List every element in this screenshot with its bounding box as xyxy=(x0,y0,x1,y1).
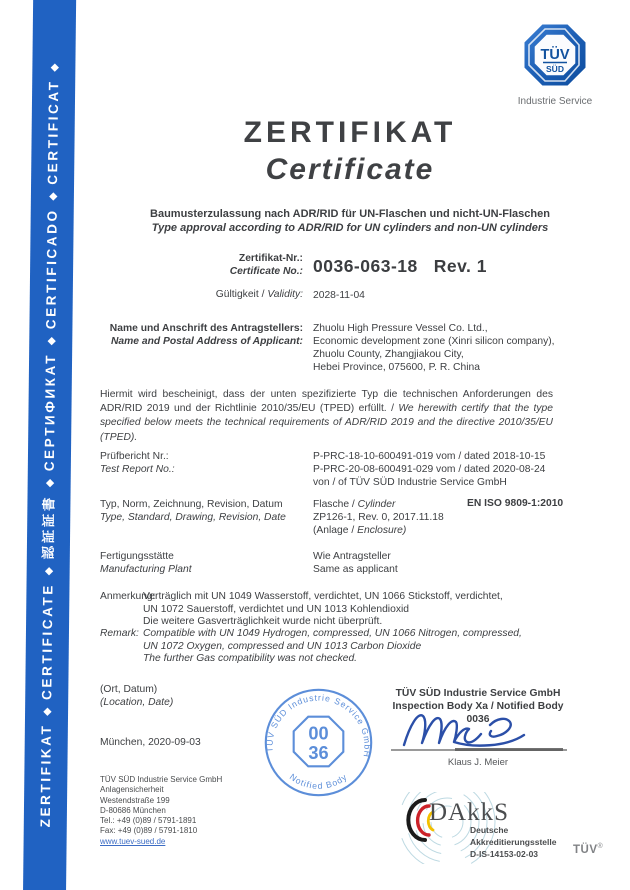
registered-mark-icon: ® xyxy=(597,843,604,850)
sidebar-label-fr: CERTIFICAT xyxy=(45,79,62,185)
sidebar-vertical-text xyxy=(23,0,76,887)
signature-icon xyxy=(398,707,548,754)
remark-line: UN 1072 Oxygen, compressed and UN 1013 Carbon Dioxide xyxy=(143,640,422,652)
remark-line: UN 1072 Sauerstoff, verdichtet und UN 1013 Kohlendioxid xyxy=(143,603,409,615)
certificate-number-value xyxy=(313,256,487,277)
diamond-separator-icon: ◆ xyxy=(49,63,61,72)
stamp-number-bottom: 36 xyxy=(308,742,329,763)
tuv-sud-logo-icon xyxy=(522,22,588,88)
sidebar-label-ru: СЕРТИФИКАТ xyxy=(41,352,59,472)
applicant-line: Hebei Province, 075600, P. R. China xyxy=(313,362,480,373)
plant-label-de: Fertigungsstätte xyxy=(100,551,174,562)
stamp-top-text: TÜV SÜD Industrie Service GmbH xyxy=(264,692,373,759)
diamond-separator-icon: ◆ xyxy=(43,567,55,576)
test-report-label xyxy=(100,450,305,476)
applicant-address xyxy=(313,322,558,374)
inspection-body-designation: Inspection Body Xa / Notified Body 0036 xyxy=(392,701,564,725)
logo-division-label: Industrie Service xyxy=(517,96,593,107)
signer-name: Klaus J. Meier xyxy=(447,757,509,768)
validity-label-en: Validity: xyxy=(267,289,303,300)
type-row-cylinder xyxy=(313,498,463,511)
sidebar-label-cjk: 認証証書 xyxy=(40,494,57,560)
svg-text:Notified Body xyxy=(288,772,349,791)
location-date-de: (Ort, Datum) xyxy=(100,684,158,695)
tuv-trademark xyxy=(573,843,603,856)
diamond-separator-icon: ◆ xyxy=(47,192,59,201)
issuer-website-link[interactable]: www.tuev-sued.de xyxy=(100,837,166,846)
logo-sud-text: SÜD xyxy=(546,64,564,74)
issuer-address-line: TÜV SÜD Industrie Service GmbH xyxy=(100,775,223,784)
standard-reference: EN ISO 9809-1:2010 xyxy=(467,498,564,509)
remark-line: Die weitere Gasverträglichkeit wurde nicht überprüft. xyxy=(143,616,383,627)
location-date-label xyxy=(100,684,173,709)
applicant-label-en: Name and Postal Address of Applicant: xyxy=(110,336,303,347)
certification-statement xyxy=(100,388,553,445)
plant-label xyxy=(100,550,305,576)
sidebar-label-de: ZERTIFIKAT xyxy=(37,723,54,828)
approval-subtitle-de: Baumusterzulassung nach ADR/RID für UN-Flaschen und nicht-UN-Flaschen xyxy=(150,208,550,220)
type-row-label-de: Typ, Norm, Zeichnung, Revision, Datum xyxy=(100,499,283,510)
dakks-line: Deutsche xyxy=(470,825,509,835)
sidebar-label-es: CERTIFICADO xyxy=(43,208,60,330)
validity-label-de: Gültigkeit / xyxy=(215,289,265,300)
enclosure-de: (Anlage / xyxy=(313,525,355,536)
certificate-revision: Rev. 1 xyxy=(433,256,488,276)
remark-text-en xyxy=(143,628,555,666)
type-row-drawing: ZP126-1, Rev. 0, 2017.11.18 xyxy=(313,512,444,523)
diamond-separator-icon: ◆ xyxy=(42,707,54,716)
stamp-bottom-text: Notified Body xyxy=(287,771,350,791)
remark-label-de: Anmerkung: xyxy=(100,591,156,602)
approval-subtitle xyxy=(110,207,590,235)
test-report-label-en: Test Report No.: xyxy=(100,464,175,475)
applicant-label xyxy=(100,322,303,348)
approval-subtitle-en: Type approval according to ADR/RID for UN cylinders and non-UN cylinders xyxy=(151,222,549,234)
certificate-sidebar-band xyxy=(23,0,76,890)
applicant-line: Zhuolu High Pressure Vessel Co. Ltd., xyxy=(313,323,488,334)
notified-body-stamp-icon xyxy=(261,685,376,800)
dakks-line: D-IS-14153-02-03 xyxy=(470,849,539,859)
issuer-address-line: Anlagensicherheit xyxy=(100,785,164,795)
inspection-body-company: TÜV SÜD Industrie Service GmbH xyxy=(395,688,561,699)
issuer-address-line: Fax: +49 (0)89 / 5791-1810 xyxy=(100,826,198,836)
test-report-line: P-PRC-20-08-600491-029 vom / dated 2020-08-24 xyxy=(313,464,546,475)
plant-value-en: Same as applicant xyxy=(313,564,398,575)
stamp-number-top: 00 xyxy=(308,723,329,744)
issuer-address-line: D-80686 München xyxy=(100,805,166,815)
remark-label-en: Remark: xyxy=(100,628,139,639)
certificate-number: 0036-063-18 xyxy=(313,256,418,276)
remark-line: Compatible with UN 1049 Hydrogen, compressed, UN 1066 Nitrogen, compressed, xyxy=(143,628,522,639)
test-report-line: von / of TÜV SÜD Industrie Service GmbH xyxy=(313,477,507,488)
validity-value: 2028-11-04 xyxy=(313,290,365,301)
applicant-line: Zhuolu County, Zhangjiakou City, xyxy=(313,349,464,360)
sidebar-label-en: CERTIFICATE xyxy=(39,582,56,700)
diamond-separator-icon: ◆ xyxy=(46,337,58,345)
certificate-number-label-en: Certificate No.: xyxy=(229,265,303,277)
remark-text-de xyxy=(143,591,555,629)
tuv-trademark-text: TÜV xyxy=(573,844,598,856)
statement-de: Hiermit wird bescheinigt, dass der unten spezifizierte Typ die technischen Anforderungen des ADR/RID 2019 und der Richtlinie 2010/35/EU (TPED) erfüllt. / xyxy=(100,389,553,415)
plant-value-de: Wie Antragsteller xyxy=(313,551,391,562)
issuer-address-line: Tel.: +49 (0)89 / 5791-1891 xyxy=(100,816,197,826)
enclosure-en: Enclosure) xyxy=(357,525,407,536)
signature-line-dark xyxy=(455,748,563,751)
remark-line: Verträglich mit UN 1049 Wasserstoff, verdichtet, UN 1066 Stickstoff, verdichtet, xyxy=(143,591,503,602)
type-row-label xyxy=(100,498,305,524)
certificate-number-label xyxy=(100,253,303,278)
dakks-text-block xyxy=(470,824,556,860)
test-report-values xyxy=(313,450,558,489)
place-and-date: München, 2020-09-03 xyxy=(100,737,201,748)
logo-tuv-text: TÜV xyxy=(540,47,570,63)
test-report-line: P-PRC-18-10-600491-019 vom / dated 2018-10-15 xyxy=(313,451,546,462)
type-row-enclosure xyxy=(313,524,463,537)
remark-line: The further Gas compatibility was not checked. xyxy=(143,653,358,664)
issuer-address-line: Westendstraße 199 xyxy=(100,795,170,805)
type-row-label-en: Type, Standard, Drawing, Revision, Date xyxy=(100,512,286,523)
validity-label xyxy=(100,289,303,302)
plant-values xyxy=(313,550,558,576)
plant-label-en: Manufacturing Plant xyxy=(100,564,192,575)
diamond-separator-icon: ◆ xyxy=(44,479,56,488)
dakks-wordmark: DAkkS xyxy=(429,799,510,826)
issuer-address-block xyxy=(100,775,222,837)
applicant-line: Economic development zone (Xinri silicon company), xyxy=(313,336,555,347)
certificate-number-label-de: Zertifikat-Nr.: xyxy=(238,253,303,264)
type-value-en: Cylinder xyxy=(357,499,396,510)
certificate-title-en: Certificate xyxy=(265,153,435,186)
type-value-de: Flasche / xyxy=(313,499,355,510)
test-report-label-de: Prüfbericht Nr.: xyxy=(100,451,169,462)
type-row-values xyxy=(313,498,463,537)
applicant-label-de: Name und Anschrift des Antragstellers: xyxy=(109,323,303,334)
location-date-en: (Location, Date) xyxy=(100,696,174,708)
dakks-line: Akkreditierungsstelle xyxy=(470,837,557,847)
certificate-title-de: ZERTIFIKAT xyxy=(243,116,457,149)
statement-en: We herewith certify that the type specified below meets the technical requirements of ADR/RID 2019 and the directive 2010/35/EU (TPED). xyxy=(100,403,553,443)
